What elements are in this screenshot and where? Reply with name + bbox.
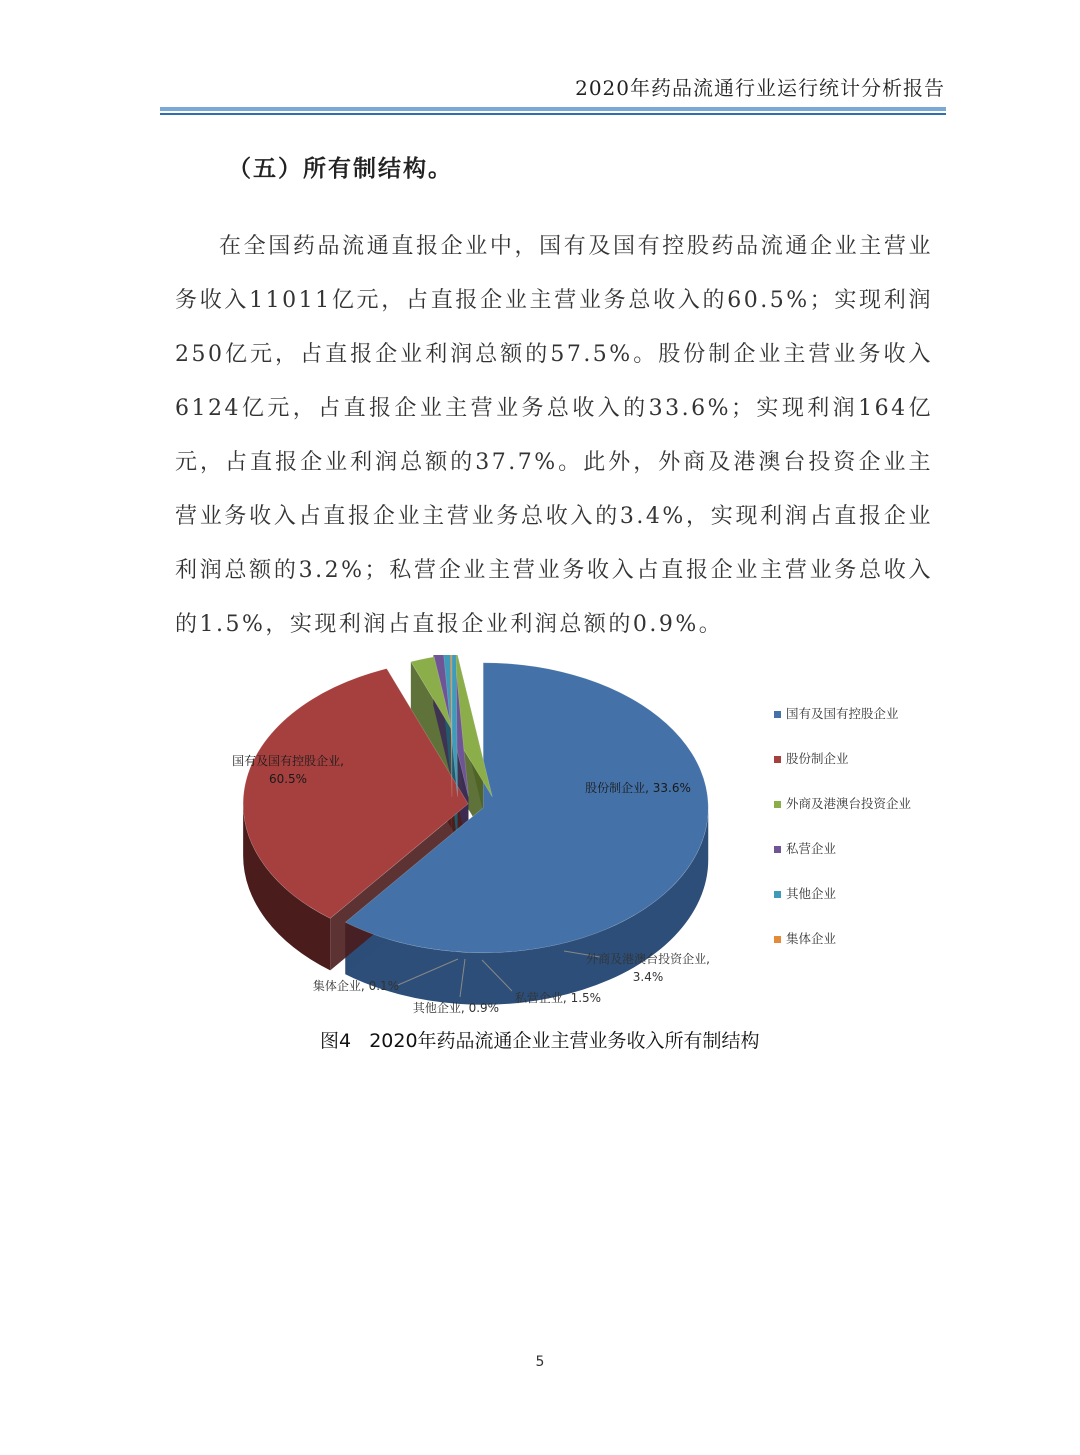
legend-swatch-other	[774, 891, 781, 898]
legend-label-collective: 集体企业	[786, 931, 837, 946]
data-label-other	[413, 1000, 499, 1015]
body-paragraph: 在全国药品流通直报企业中，国有及国有控股药品流通企业主营业务收入11011亿元，占直报企业主营业务总收入的60.5%；实现利润250亿元，占直报企业利润总额的57.5%。股份制企业主营业务收入6124亿元，占直报企业主营业务总收入的33.6%；实现利润164亿元，占直报企业利润总额的37.7%。此外，外商及港澳台投资企业主营业务收入占直报企业主营业务总收入的3.4%，实现利润占直报企业利润总额的3.2%；私营企业主营业务收入占直报企业主营业务总收入的1.5%，实现利润占直报企业利润总额的0.9%。	[175, 234, 933, 637]
legend-swatch-collective	[774, 936, 781, 943]
section-heading: （五）所有制结构。	[228, 155, 453, 182]
data-label-name: 集体企业,	[312, 979, 369, 993]
running-header-title: 2020年药品流通行业运行统计分析报告	[575, 76, 945, 100]
data-label-value: 1.5%	[570, 991, 602, 1005]
data-label-name: 股份制企业,	[585, 781, 653, 795]
ownership-pie-chart	[160, 655, 940, 1025]
legend-label-foreign: 外商及港澳台投资企业	[786, 796, 912, 811]
data-label-name: 外商及港澳台投资企业,	[586, 952, 710, 966]
header-rule	[160, 107, 946, 111]
legend-label-other: 其他企业	[786, 886, 837, 901]
data-label-name: 其他企业,	[412, 1001, 469, 1015]
legend-swatch-private	[774, 846, 781, 853]
header-rule-accent	[160, 113, 946, 115]
chart-legend	[774, 706, 912, 946]
data-label-value: 0.1%	[368, 979, 400, 993]
data-label-joint-stock	[585, 780, 691, 795]
data-label-name: 私营企业,	[514, 991, 571, 1005]
data-label-value: 60.5%	[268, 772, 308, 786]
data-label-private	[515, 990, 601, 1005]
legend-swatch-state	[774, 711, 781, 718]
data-label-name: 国有及国有控股企业,	[232, 754, 344, 768]
figure-caption: 图4 2020年药品流通企业主营业务收入所有制结构	[320, 1030, 760, 1052]
data-label-value: 0.9%	[468, 1001, 500, 1015]
legend-swatch-foreign	[774, 801, 781, 808]
data-label-collective	[313, 978, 399, 993]
legend-label-state: 国有及国有控股企业	[786, 706, 899, 721]
data-label-value: 33.6%	[652, 781, 691, 795]
legend-label-joint-stock: 股份制企业	[786, 751, 849, 766]
legend-label-private: 私营企业	[786, 841, 837, 856]
data-label-value: 3.4%	[632, 970, 664, 984]
page-number: 5	[535, 1354, 545, 1370]
legend-swatch-joint-stock	[774, 756, 781, 763]
